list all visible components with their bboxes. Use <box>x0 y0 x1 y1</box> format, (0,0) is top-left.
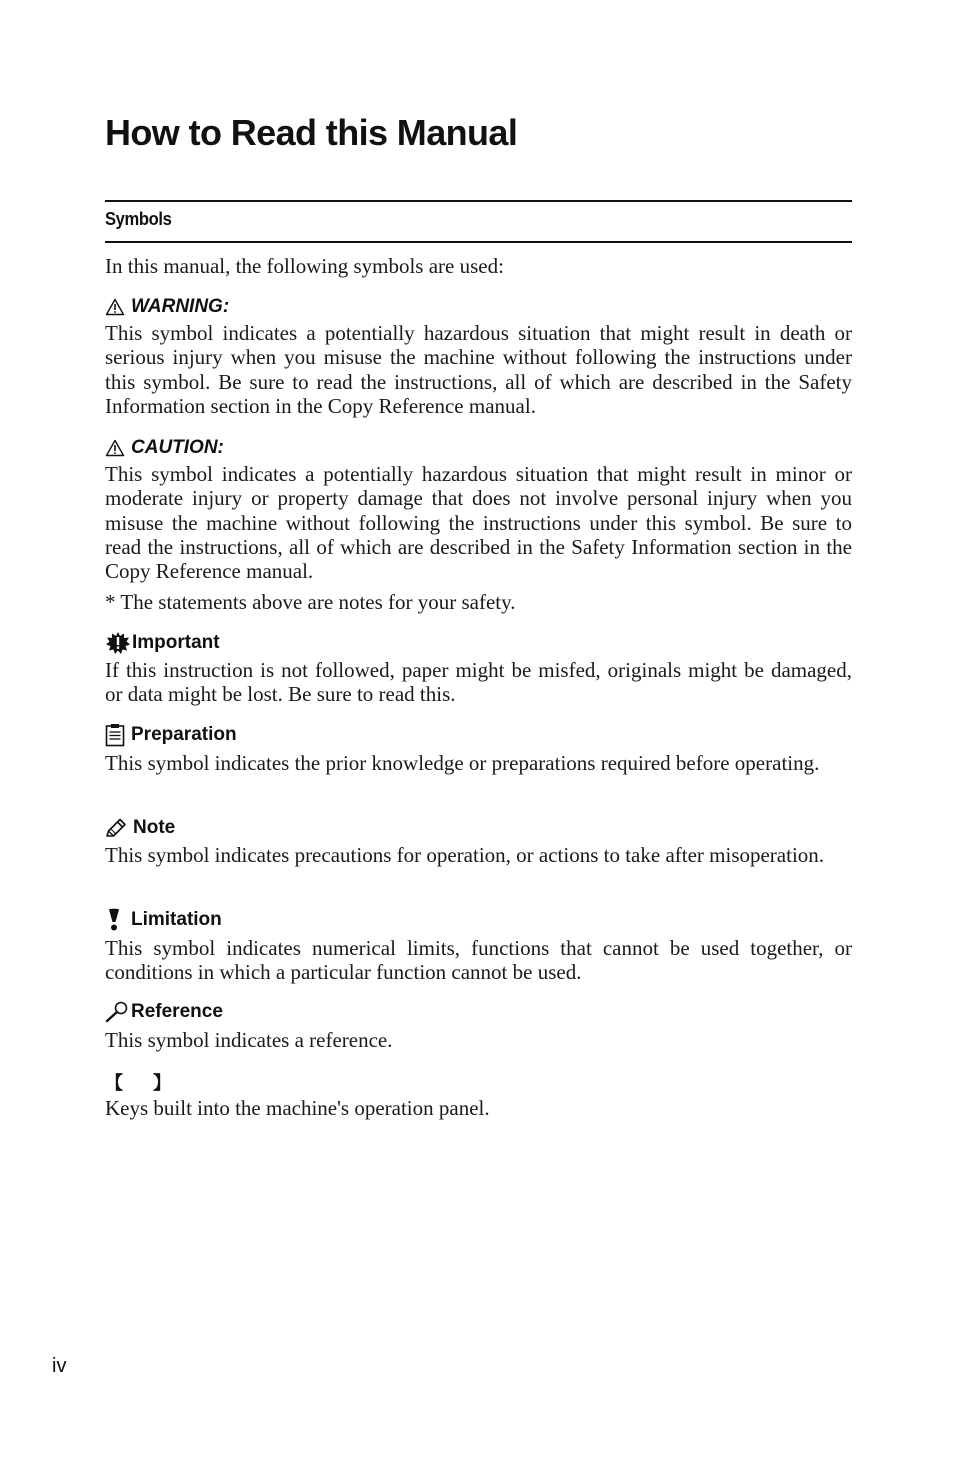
exclamation-icon <box>105 908 123 932</box>
intro-text: In this manual, the following symbols are used: <box>105 254 504 278</box>
preparation-label-row <box>105 722 237 748</box>
important-burst-icon <box>105 631 131 655</box>
magnifier-icon <box>105 1001 129 1023</box>
preparation-text: This symbol indicates the prior knowledge or preparations required before operating. <box>105 751 820 775</box>
note-label: Note <box>133 817 176 838</box>
caution-label: CAUTION: <box>131 437 224 458</box>
limitation-label-row <box>105 907 222 933</box>
keys-text: Keys built into the machine's operation panel. <box>105 1096 490 1120</box>
important-label: Important <box>132 632 220 653</box>
note-text: This symbol indicates precautions for operation, or actions to take after misoperation. <box>105 843 825 867</box>
reference-label: Reference <box>131 1001 223 1022</box>
section-heading: Symbols <box>105 209 172 229</box>
page-number: iv <box>52 1355 67 1377</box>
section-top-rule <box>105 200 852 202</box>
open-bracket: 【 <box>105 1073 123 1094</box>
caution-triangle-icon <box>105 439 125 457</box>
warning-text: This symbol indicates a potentially hazardous situation that might result in death or serious injury when you misuse the machine without following the instructions under this symbol. Be sure to read the instructions, all of which are described in the Safety Information section in the Copy Reference manual. <box>105 321 852 418</box>
caution-text: This symbol indicates a potentially hazardous situation that might result in minor or moderate injury or property damage that does not involve personal injury when you misuse the machine without following the instructions under this symbol. Be sure to read the instructions, all of which are described in the Safety Information section in the Copy Reference manual. <box>105 462 852 584</box>
key-brackets <box>105 1069 185 1095</box>
warning-triangle-icon <box>105 298 125 316</box>
limitation-label: Limitation <box>131 909 222 930</box>
page-title: How to Read this Manual <box>105 112 518 153</box>
note-label-row <box>105 815 175 841</box>
safety-note: * The statements above are notes for your safety. <box>105 590 516 614</box>
pencil-icon <box>105 818 127 838</box>
reference-label-row <box>105 999 223 1025</box>
warning-label: WARNING: <box>131 296 230 317</box>
limitation-text: This symbol indicates numerical limits, functions that cannot be used together, or conditions in which a particular function cannot be used. <box>105 936 852 985</box>
clipboard-icon <box>105 723 125 747</box>
important-text: If this instruction is not followed, paper might be misfed, originals might be damaged, or data might be lost. Be sure to read this. <box>105 658 852 707</box>
preparation-label: Preparation <box>131 724 237 745</box>
section-bottom-rule <box>105 241 852 243</box>
close-bracket: 】 <box>153 1073 171 1094</box>
important-label-row <box>105 630 220 656</box>
caution-label-row <box>105 435 224 461</box>
reference-text: This symbol indicates a reference. <box>105 1028 393 1052</box>
warning-label-row <box>105 294 229 320</box>
